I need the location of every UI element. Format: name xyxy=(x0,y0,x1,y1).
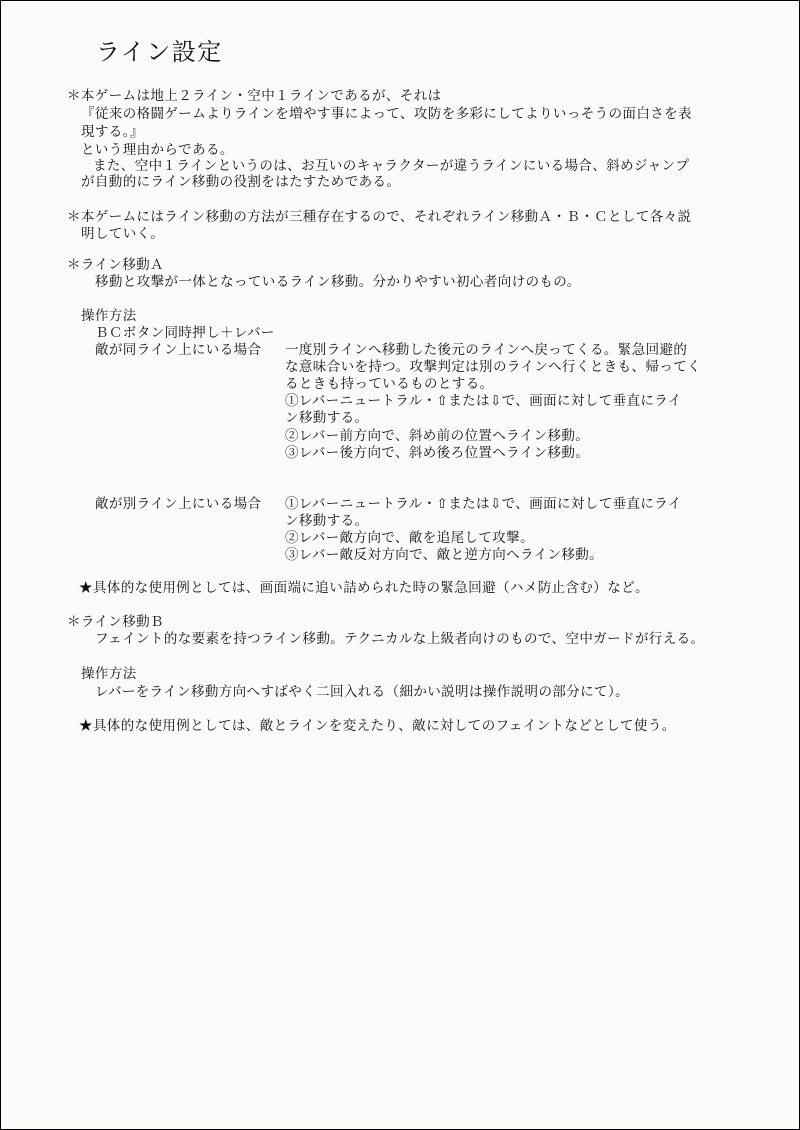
section-b-description: フェイント的な要素を持つライン移動。テクニカルな上級者向けのもので、空中ガードが行える。 xyxy=(95,631,705,647)
section1-line1: ＊本ゲームは地上２ライン・空中１ラインであるが、それは xyxy=(67,88,442,104)
section1-line5: また、空中１ラインというのは、お互いのキャラクターが違うラインにいる場合、斜めジャンプ xyxy=(93,158,690,174)
section-a-operation-input: ＢＣボタン同時押し＋レバー xyxy=(95,325,275,341)
section2-line1: ＊本ゲームにはライン移動の方法が三種存在するので、それぞれライン移動Ａ・Ｂ・Ｃとして各々説 xyxy=(67,209,692,225)
section-b-operation-heading: 操作方法 xyxy=(81,666,137,682)
section-b-example: ★具体的な使用例としては、敵とラインを変えたり、敵に対してのフェイントなどとして使う。 xyxy=(79,718,676,734)
section-a-example: ★具体的な使用例としては、画面端に追い詰められた時の緊急回避（ハメ防止含む）など。 xyxy=(79,580,649,596)
case-other-line-label: 敵が別ライン上にいる場合 xyxy=(95,496,262,512)
case-other-line-text: ①レバーニュートラル・⇧または⇩で、画面に対して垂直にライ xyxy=(285,496,682,512)
page-title: ライン設定 xyxy=(96,38,223,66)
case-same-line-text: な意味合いを持つ。攻撃判定は別のラインへ行くときも、帰ってく xyxy=(285,359,702,375)
case-same-line-text: ②レバー前方向で、斜め前の位置へライン移動。 xyxy=(285,428,590,444)
section-a-heading: ＊ライン移動Ａ xyxy=(67,257,164,273)
section-a-operation-heading: 操作方法 xyxy=(81,308,137,324)
section-a-description: 移動と攻撃が一体となっているライン移動。分かりやすい初心者向けのもの。 xyxy=(95,274,581,290)
section1-line4: という理由からである。 xyxy=(81,142,234,158)
case-other-line-text: ③レバー敵反対方向で、敵と逆方向へライン移動。 xyxy=(285,547,604,563)
section2-line2: 明していく。 xyxy=(81,226,165,242)
case-same-line-label: 敵が同ライン上にいる場合 xyxy=(95,342,262,358)
case-same-line-text: 一度別ラインへ移動した後元のラインへ戻ってくる。緊急回避的 xyxy=(285,342,688,358)
case-other-line-text: ②レバー敵方向で、敵を追尾して攻撃。 xyxy=(285,530,534,546)
section1-line3: 現する。』 xyxy=(81,124,144,140)
section-b-heading: ＊ライン移動Ｂ xyxy=(67,614,164,630)
case-same-line-text: ①レバーニュートラル・⇧または⇩で、画面に対して垂直にライ xyxy=(285,393,682,409)
case-same-line-text: ン移動する。 xyxy=(285,410,369,426)
case-other-line-text: ン移動する。 xyxy=(285,513,369,529)
case-same-line-text: ③レバー後方向で、斜め後ろ位置へライン移動。 xyxy=(285,445,590,461)
section-b-operation-text: レバーをライン移動方向へすばやく二回入れる（細かい説明は操作説明の部分にて）。 xyxy=(95,684,629,700)
section1-line2: 『従来の格闘ゲームよりラインを増やす事によって、攻防を多彩にしてよりいっそうの面白さを表 xyxy=(81,106,692,122)
case-same-line-text: るときも持っているものとする。 xyxy=(285,376,494,392)
section1-line6: が自動的にライン移動の役割をはたすためである。 xyxy=(81,174,401,190)
